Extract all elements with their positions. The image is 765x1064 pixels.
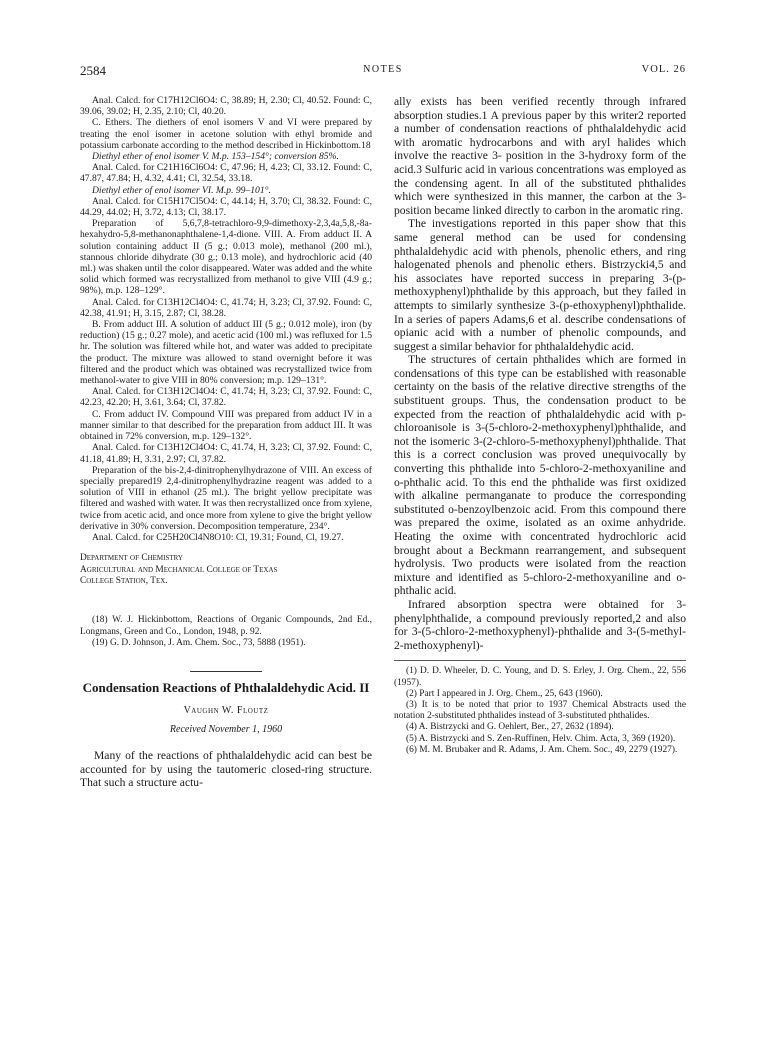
article-heading	[80, 671, 372, 735]
body-paragraph: The investigations reported in this paper show that this same general method can be used for condensing phthalaldehydic acid with phenols, phenolic ethers, and ring halogenated phenols and phenolic ethers. Bistrzycki4,5 and his associates have reported success in preparing 3-(p-methoxyphenyl)phthalide by this approach, but they failed in attempts to similarly synthesize 3-(p-ethoxyphenyl)phthalide. In a series of papers Adams,6 et al. describe condensations of opianic acid with a number of phenolic compounds, and suggest a similar behavior for phthalaldehydic acid.	[394, 217, 686, 353]
affiliation-line: Agricultural and Mechanical College of Texas	[80, 564, 278, 575]
experimental-section	[80, 95, 372, 543]
experimental-paragraph: Anal. Calcd. for C17H12Cl6O4: C, 38.89; H, 2.30; Cl, 40.52. Found: C, 39.06, 39.02; H, 2.35, 2.10; Cl, 40.20.	[80, 95, 372, 118]
footnote-item: (5) A. Bistrzycki and S. Zen-Ruffinen, Helv. Chim. Acta, 3, 369 (1920).	[406, 733, 676, 744]
left-references	[80, 615, 372, 649]
page-header	[80, 63, 686, 79]
experimental-paragraph: C. From adduct IV. Compound VIII was prepared from adduct IV in a manner similar to that described for the preparation from adduct III. It was obtained in 72% conversion, m.p. 129–132°.	[80, 408, 372, 443]
experimental-paragraph: Diethyl ether of enol isomer V. M.p. 153–154°; conversion 85%.	[92, 151, 339, 163]
affiliation-line: College Station, Tex.	[80, 575, 168, 586]
experimental-paragraph: Anal. Calcd. for C25H20Cl4N8O10: Cl, 19.31; Found, Cl, 19.27.	[92, 531, 344, 543]
experimental-paragraph: Anal. Calcd. for C13H12Cl4O4: C, 41.74; H, 3.23; Cl, 37.92. Found: C, 42.38, 41.91; H, 3.15, 2.87; Cl, 38.28.	[80, 296, 372, 319]
running-title: NOTES	[363, 64, 403, 75]
article-title: Condensation Reactions of Phthalaldehydic Acid. II	[82, 679, 370, 695]
experimental-paragraph: Anal. Calcd. for C21H16Cl6O4: C, 47.96; H, 4.23; Cl, 33.12. Found: C, 47.87, 47.84; H, 4.32, 4.41; Cl, 32.54, 33.18.	[80, 162, 372, 185]
affiliation-line: Department of Chemistry	[80, 553, 183, 564]
reference-item: (19) G. D. Johnson, J. Am. Chem. Soc., 73, 5888 (1951).	[92, 637, 306, 648]
footnote-item: (2) Part I appeared in J. Org. Chem., 25, 643 (1960).	[406, 688, 603, 699]
section-divider	[190, 671, 262, 672]
experimental-paragraph: Diethyl ether of enol isomer VI. M.p. 99–101°.	[92, 184, 271, 196]
intro-paragraph: Many of the reactions of phthalaldehydic acid can best be accounted for by using the tautomeric closed-ring structure. That such a structure actu-	[80, 748, 372, 790]
article-intro	[80, 749, 372, 790]
experimental-paragraph: Preparation of the bis-2,4-dinitrophenylhydrazone of VIII. An excess of specially prepared19 2,4-dinitrophenylhydrazine reagent was added to a solution of VIII in ethanol (25 ml.). The bright yellow precipitate was filtered and washed with water. It was then recrystallized once from xylene, twice from acetic acid, and once more from xylene to give the bright yellow derivative in 30% conversion. Decomposition temperature, 234°.	[80, 464, 372, 532]
footnotes	[394, 660, 686, 756]
experimental-paragraph: Preparation of 5,6,7,8-tetrachloro-9,9-dimethoxy-2,3,4a,5,8,-8a-hexahydro-5,8-methanonaphthalene-1,4-dione. VIII. A. From adduct II. A solution containing adduct II (5 g.; 0.013 mole), methanol (200 ml.), stannous chloride dihydrate (30 g.; 0.13 mole), and hydrochloric acid (40 ml.) was shaken until the color disappeared. Water was added and the white solid which formed was recrystallized from methanol to give VIII (4.9 g.; 98%), m.p. 128–129°.	[80, 218, 372, 297]
volume-label: VOL. 26	[641, 64, 686, 75]
page-number: 2584	[80, 63, 106, 78]
experimental-paragraph: C. Ethers. The diethers of enol isomers V and VI were prepared by treating the enol isomer in acetone solution with ethyl bromide and potassium carbonate according to the method described in Hickinbottom.18	[80, 117, 372, 151]
footnote-item: (1) D. D. Wheeler, D. C. Young, and D. S. Erley, J. Org. Chem., 22, 556 (1957).	[394, 666, 686, 688]
experimental-paragraph: Anal. Calcd. for C13H12Cl4O4: C, 41.74, H, 3.23; Cl, 37.92. Found: C, 41.18, 41.89; H, 3.31, 2.97; Cl, 37.82.	[80, 442, 372, 465]
received-date: Received November 1, 1960	[169, 723, 283, 735]
body-paragraph: The structures of certain phthalides which are formed in condensations of this type can be established with reasonable certainty on the basis of the relative directive strengths of the substituent groups. Thus, the condensation product to be expected from the reaction of phthalaldehydic acid with p-chloroanisole is 3-(5-chloro-2-methoxyphenyl)phthalide, and not the isomeric 3-(2-chloro-5-methoxyphenyl)phthalide. That this is a correct conclusion was proved unequivocally by converting this phthalide into 5-chloro-2-methoxyaniline and o-phthalic acid. To this end the phthalide was first oxidized with alkaline permanganate to produce the corresponding substituted o-benzoylbenzoic acid. From this compound there was prepared the oxime, isolated as an oxime anhydride. Heating the oxime with concentrated hydrochloric acid brought about a Beckmann rearrangement, and subsequent hydrolysis. Two products were isolated from the reaction mixture and identified as 5-chloro-2-methoxyaniline and o-phthalic acid.	[394, 353, 686, 598]
affiliation	[80, 553, 372, 587]
left-column	[80, 95, 372, 790]
footnote-item: (6) M. M. Brubaker and R. Adams, J. Am. Chem. Soc., 49, 2279 (1927).	[406, 744, 678, 755]
article-body	[394, 95, 686, 652]
footnote-item: (3) It is to be noted that prior to 1937 Chemical Abstracts used the notation 2-substituted phthalides instead of 3-substituted phthalides.	[394, 699, 686, 722]
reference-item: (18) W. J. Hickinbottom, Reactions of Organic Compounds, 2nd Ed., Longmans, Green and Co., London, 1948, p. 92.	[80, 615, 372, 637]
article-author: Vaughn W. Floutz	[183, 704, 269, 716]
right-column	[394, 95, 686, 756]
experimental-paragraph: B. From adduct III. A solution of adduct III (5 g.; 0.012 mole), iron (by reduction) (15 g.; 0.27 mole), and acetic acid (100 ml.) was refluxed for 1.5 hr. The solution was filtered while hot, and water was added to precipitate the product. The mixture was allowed to stand overnight before it was filtered and the product which was obtained was recrystallized twice from methanol-water to give VIII in 80% conversion; m.p. 129–131°.	[80, 319, 372, 387]
experimental-paragraph: Anal. Calcd. for C15H17Cl5O4: C, 44.14; H, 3.70; Cl, 38.32. Found: C, 44.29, 44.02; H, 3.72, 4.13; Cl, 38.17.	[80, 195, 372, 219]
footnote-item: (4) A. Bistrzycki and G. Oehlert, Ber., 27, 2632 (1894).	[406, 722, 614, 733]
body-paragraph: Infrared absorption spectra were obtained for 3-phenylphthalide, a compound previously reported,2 and also for 3-(5-chloro-2-methoxyphenyl)-phthalide and 3-(5-methyl-2-methoxyphenyl)-	[394, 597, 686, 652]
body-paragraph: ally exists has been verified recently through infrared absorption studies.1 A previous paper by this writer2 reported a number of condensation reactions of phthalaldehydic acid with aromatic hydrocarbons and with aryl halides which involve the reactive 3- position in the 3-hydroxy form of the acid.3 Sulfuric acid in various concentrations was employed as the condensing agent. In all of the substituted phthalides which were synthesized in this manner, the carbon at the 3- position became linked directly to carbon in the aromatic ring.	[394, 95, 687, 217]
experimental-paragraph: Anal. Calcd. for C13H12Cl4O4: C, 41.74; H, 3.23; Cl, 37.92. Found: C, 42.23, 42.20; H, 3.61, 3.64; Cl, 37.82.	[80, 386, 372, 409]
